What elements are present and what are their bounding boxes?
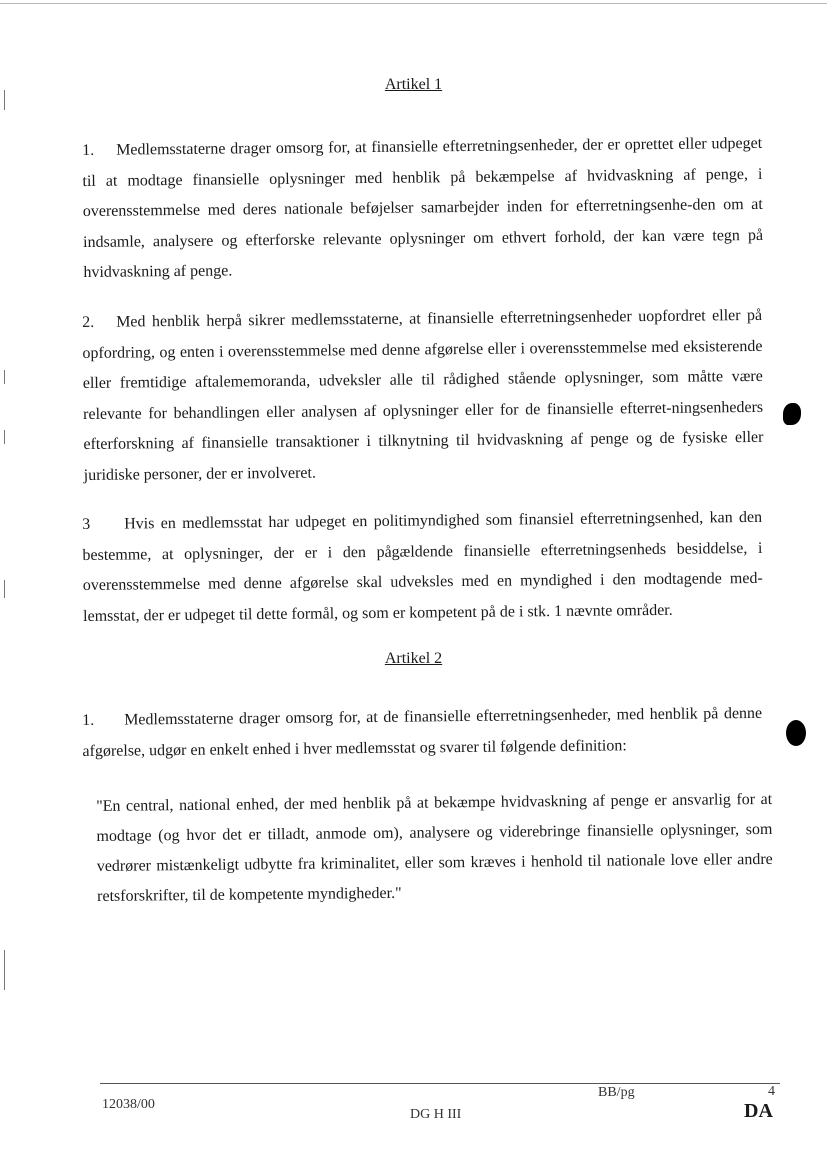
article-1-paragraph-2	[82, 301, 764, 491]
definition-quote: "En central, national enhed, der med henblik på at bekæmpe hvidvaskning af penge er ansvarlig for at modtage (og hvor det er tilladt, anmode om), analysere og viderebringe finansielle oplysninger, som vedrører mistænkeligt udbytte fra kriminalitet, eller som kræves i henhold til nationale love eller andre retsforskrifter, til de kompetente myndigheder."	[96, 790, 773, 905]
paragraph-number: 3	[82, 515, 91, 533]
language-code: DA	[744, 1100, 773, 1122]
paragraph-text: Med henblik herpå sikrer medlemsstaterne, at finansielle efterretningsenheder uopfordret eller på opfordring, og enten i overensstemmelse med denne afgørelse eller i overensstemmelse med eksisterende eller fremtidige aftalememoranda, udveksler alle til rådighed stående oplysninger, som måtte være relevante for behandlingen eller analysen af oplysninger eller for de finansielle efterret-ningsenheders efterforskning af finansielle transaktioner i tilknytning til hvidvaskning af penge og de fysiske eller juridiske personer, der er involveret.	[82, 306, 764, 484]
paragraph-number: 2.	[82, 313, 95, 331]
punch-hole-mark	[786, 720, 806, 746]
scan-edge-line	[0, 3, 827, 4]
scan-edge-mark	[4, 370, 5, 384]
scan-edge-mark	[4, 90, 5, 110]
footer-rule	[100, 1083, 780, 1084]
directorate-code: DG H III	[410, 1107, 462, 1122]
article-2-paragraph-1	[82, 699, 763, 767]
paragraph-text: Hvis en medlemsstat har udpeget en politimyndighed som finansiel efterretningsenhed, kan den bestemme, at oplysninger, der er i den pågældende finansielle efterretningsenheds besiddelse, i overensstemmelse med denne afgørelse skal udveksles med en myndighed i den modtagende med-lemsstat, der er udpeget til dette formål, og som er kompetent på de i stk. 1 nævnte områder.	[82, 508, 763, 625]
paragraph-number: 1.	[82, 711, 95, 729]
page-number: 4	[768, 1084, 775, 1099]
scan-edge-mark	[4, 430, 5, 444]
paragraph-text: Medlemsstaterne drager omsorg for, at de finansielle efterretningsenheder, med henblik på denne afgørelse, udgør en enkelt enhed i hver medlemsstat og svarer til følgende definition:	[82, 704, 763, 760]
article-1-heading: Artikel 1	[384, 76, 443, 93]
paragraph-number: 1.	[82, 141, 95, 159]
author-initials: BB/pg	[598, 1085, 635, 1100]
punch-hole-mark	[783, 403, 801, 425]
paragraph-text: Medlemsstaterne drager omsorg for, at finansielle efterretningsenheder, der er oprettet eller udpeget til at modtage finansielle oplysninger med henblik på bekæmpelse af hvidvaskning af penge, i overensstemmelse med deres nationale beføjelser samarbejder inden for efterretningsenhe-den om at indsamle, analysere og efterforske relevante oplysninger om ethvert forhold, der kan være tegn på hvidvaskning af penge.	[82, 134, 764, 281]
scan-edge-mark	[4, 580, 5, 598]
article-1-paragraph-1	[82, 129, 764, 289]
scan-edge-mark	[4, 950, 5, 990]
document-number: 12038/00	[102, 1097, 155, 1112]
article-2-heading: Artikel 2	[384, 650, 443, 667]
article-1-paragraph-3	[82, 503, 763, 632]
